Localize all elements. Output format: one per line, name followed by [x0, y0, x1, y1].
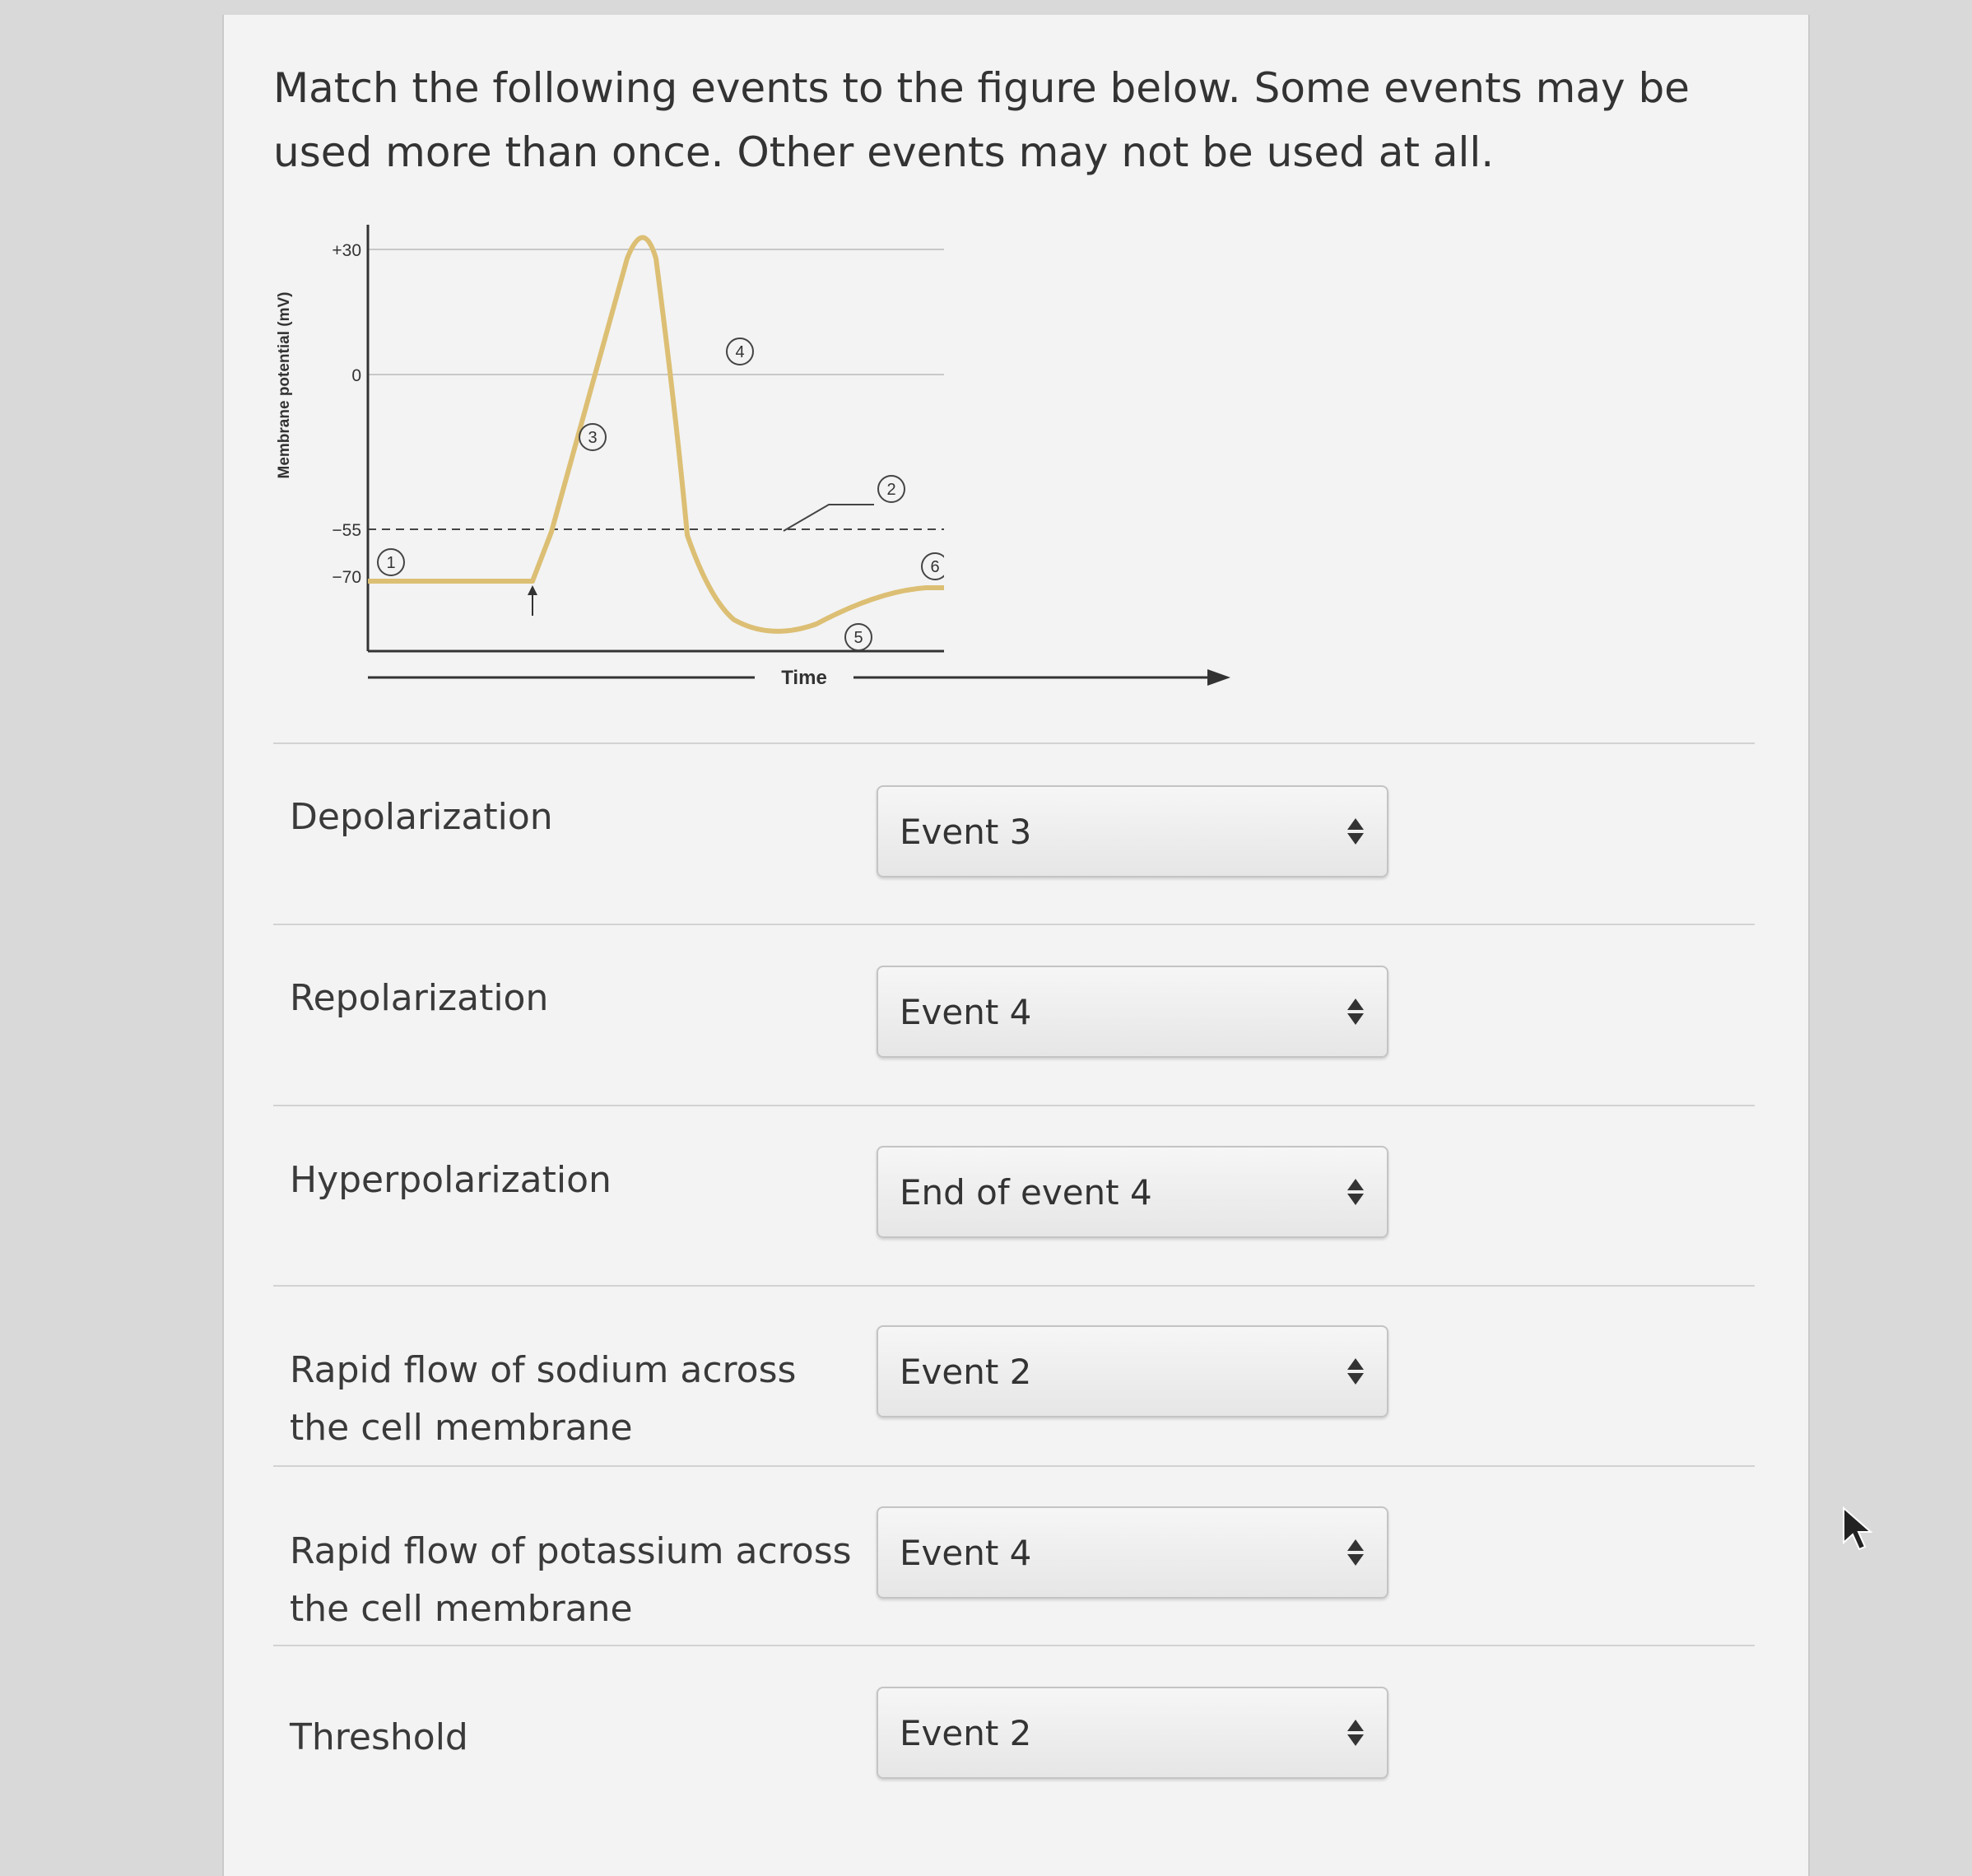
- depolarization-select-value: Event 3: [900, 811, 1032, 852]
- potassium-flow-select[interactable]: [877, 1506, 1388, 1599]
- row-label-repolarization: Repolarization: [290, 977, 549, 1019]
- row-label-sodium-flow: Rapid flow of sodium across the cell membrane: [290, 1349, 797, 1449]
- divider-2: [273, 1105, 1755, 1106]
- threshold-select-value: Event 2: [900, 1712, 1032, 1753]
- repolarization-select[interactable]: [877, 966, 1388, 1058]
- divider-5: [273, 1645, 1755, 1646]
- row-label-depolarization: Depolarization: [290, 796, 553, 838]
- question-text: Match the following events to the figure below. Some events may be used more than once. Other events may not be used at all.: [273, 64, 1690, 176]
- time-axis: [368, 653, 1232, 702]
- potassium-flow-select-value: Event 4: [900, 1532, 1032, 1573]
- hyperpolarization-select-value: End of event 4: [900, 1171, 1152, 1213]
- sodium-flow-select[interactable]: [877, 1325, 1388, 1417]
- stimulus-arrowhead: [528, 585, 537, 595]
- row-label-threshold: Threshold: [290, 1716, 468, 1758]
- threshold-select[interactable]: [877, 1687, 1388, 1779]
- svg-text:5: 5: [853, 629, 863, 647]
- tick-zero: 0: [351, 366, 361, 385]
- marker-2: [878, 476, 905, 502]
- select-arrows-icon: [1347, 1179, 1364, 1205]
- row-label-hyperpolarization: Hyperpolarization: [290, 1159, 612, 1201]
- select-arrows-icon: [1347, 1358, 1364, 1385]
- svg-text:6: 6: [930, 558, 940, 576]
- mouse-pointer-icon: [1842, 1506, 1875, 1552]
- svg-text:3: 3: [588, 429, 598, 447]
- action-potential-figure: [269, 204, 944, 698]
- select-arrows-icon: [1347, 1720, 1364, 1746]
- question-panel: [222, 15, 1810, 1876]
- divider-top: [273, 742, 1755, 744]
- repolarization-select-value: Event 4: [900, 991, 1032, 1032]
- marker-4: [727, 338, 753, 365]
- marker-1: [378, 549, 404, 575]
- tick-minus70: −70: [332, 568, 361, 587]
- svg-text:2: 2: [886, 481, 896, 499]
- action-potential-trace: [368, 238, 944, 631]
- divider-4: [273, 1465, 1755, 1467]
- select-arrows-icon: [1347, 1539, 1364, 1566]
- sodium-flow-select-value: Event 2: [900, 1351, 1032, 1392]
- divider-1: [273, 924, 1755, 925]
- tick-plus30: +30: [332, 241, 361, 260]
- marker-3: [579, 424, 606, 450]
- hyperpolarization-select[interactable]: [877, 1146, 1388, 1238]
- row-label-potassium-flow: Rapid flow of potassium across the cell membrane: [290, 1530, 852, 1630]
- svg-text:1: 1: [386, 554, 396, 572]
- marker-5: [845, 624, 872, 650]
- divider-3: [273, 1285, 1755, 1287]
- tick-minus55: −55: [332, 521, 361, 540]
- marker-6: [922, 553, 944, 580]
- select-arrows-icon: [1347, 818, 1364, 845]
- x-axis-label: Time: [781, 667, 827, 689]
- select-arrows-icon: [1347, 999, 1364, 1025]
- y-axis-label: Membrane potential (mV): [276, 291, 293, 479]
- depolarization-select[interactable]: [877, 785, 1388, 877]
- svg-text:4: 4: [735, 343, 745, 361]
- marker-2-leader: [784, 505, 874, 531]
